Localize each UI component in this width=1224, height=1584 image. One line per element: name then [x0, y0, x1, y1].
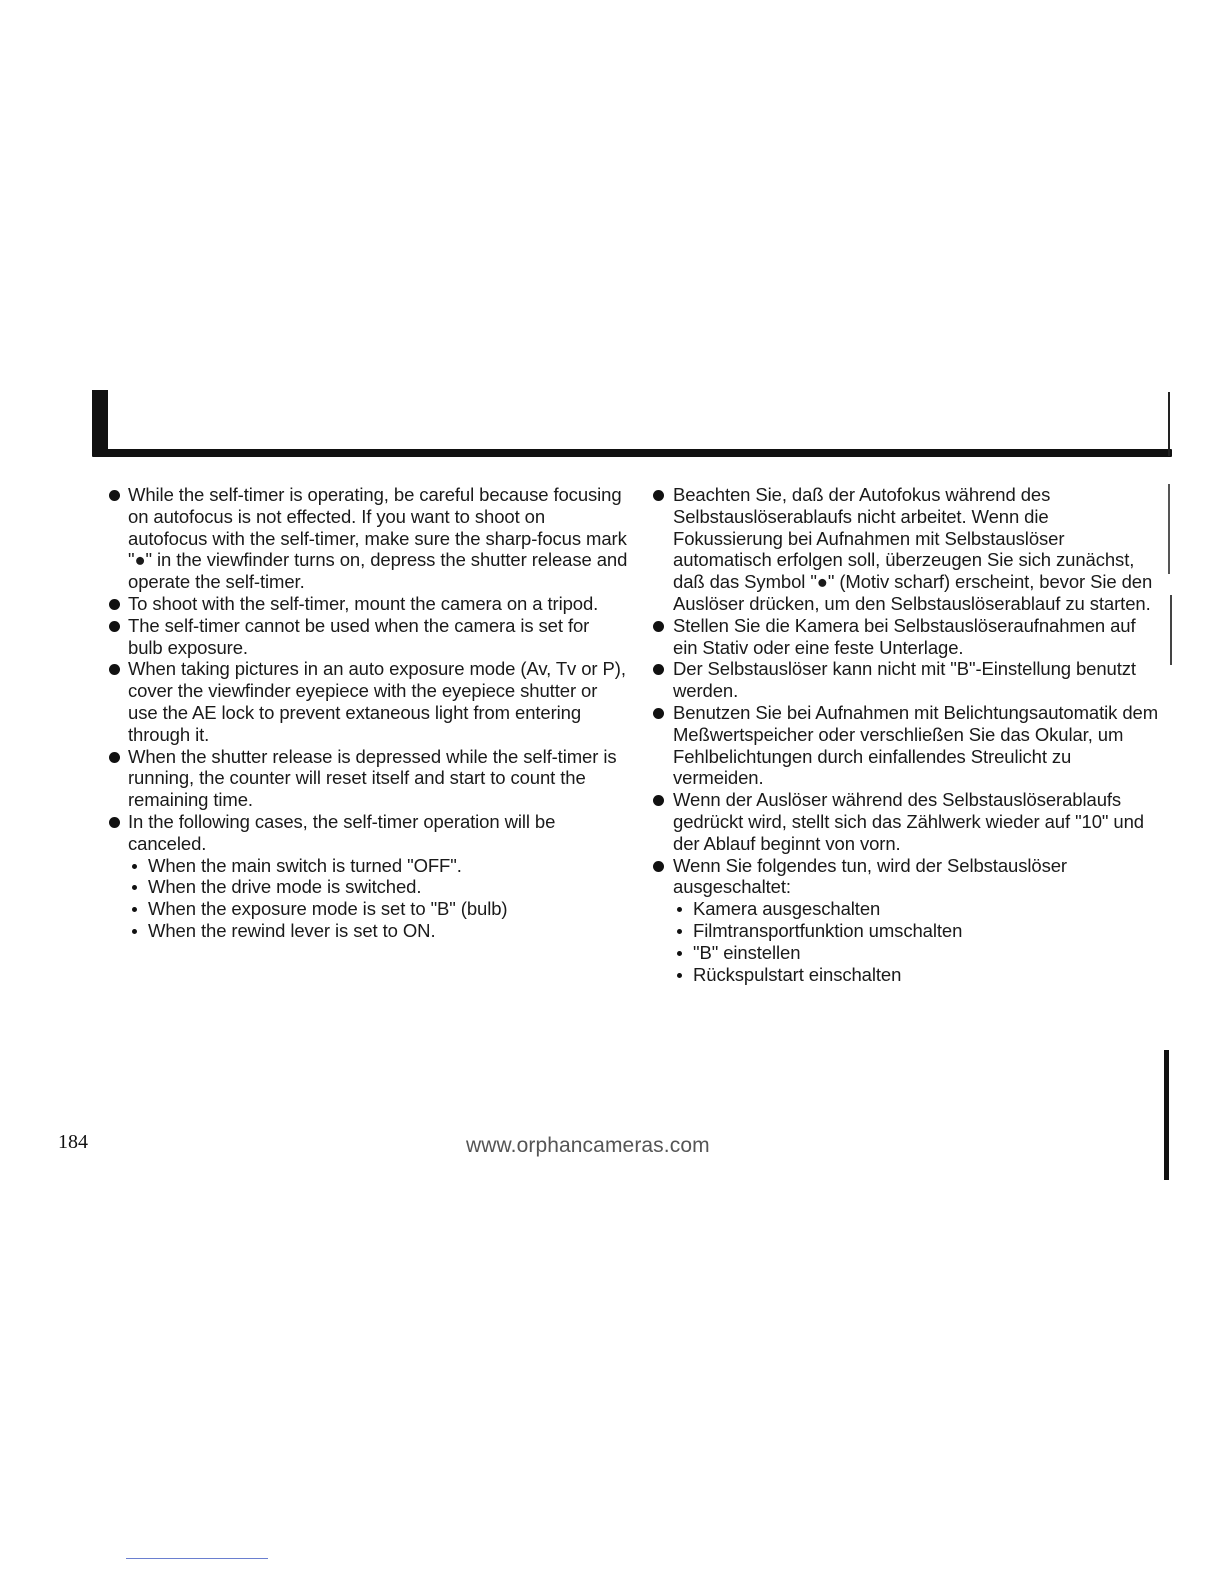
english-column: [108, 484, 628, 942]
english-list-item: [108, 658, 628, 745]
german-list-item: [652, 658, 1162, 702]
bullet-icon: [653, 490, 664, 501]
bullet-icon: [109, 621, 120, 632]
small-bullet-icon: [132, 864, 137, 869]
small-bullet-icon: [677, 907, 682, 912]
bullet-icon: [653, 708, 664, 719]
bullet-icon: [109, 817, 120, 828]
german-column: [652, 484, 1162, 985]
german-list: [652, 484, 1162, 985]
page-number: 184: [58, 1131, 88, 1153]
english-list: [108, 484, 628, 942]
english-sub-list: [128, 855, 628, 942]
english-list-item: [108, 615, 628, 659]
german-sub-item: [673, 920, 1162, 942]
english-list-item: [108, 811, 628, 942]
english-sub-item-text: When the exposure mode is set to "B" (bulb): [148, 898, 508, 920]
german-item-text: Wenn der Auslöser während des Selbstauslöserablaufs gedrückt wird, stellt sich das Zählwerk wieder auf "10" und der Ablauf beginnt von vorn.: [673, 789, 1144, 854]
english-item-text: When the shutter release is depressed while the self-timer is running, the counter will reset itself and start to count the remaining time.: [128, 745, 617, 811]
english-sub-item-text: When the main switch is turned "OFF".: [148, 854, 462, 876]
german-sub-item: [673, 942, 1162, 964]
german-sub-item-text: Kamera ausgeschalten: [693, 898, 881, 920]
bullet-icon: [653, 795, 664, 806]
bullet-icon: [109, 599, 120, 610]
english-item-text: The self-timer cannot be used when the camera is set for bulb exposure.: [128, 614, 590, 658]
german-sub-item-text: Filmtransportfunktion umschalten: [693, 919, 963, 941]
bullet-icon: [109, 490, 120, 501]
german-item-text: Beachten Sie, daß der Autofokus während des Selbstauslöserablaufs nicht arbeitet. Wenn die Fokussierung bei Aufnahmen mit Selbstauslöser automatisch erfolgen soll, überzeugen Sie sich zunächst, daß das Symbol "●" (Motiv scharf) erscheint, bevor Sie den Auslöser drücken, um den Selbstauslöserablauf zu starten.: [673, 484, 1153, 614]
german-list-item: [652, 484, 1162, 615]
english-sub-item: [128, 898, 628, 920]
german-item-text: Benutzen Sie bei Aufnahmen mit Belichtungsautomatik dem Meßwertspeicher oder verschließen Sie das Okular, um Fehlbelichtungen durch einfallendes Streulicht zu vermeiden.: [673, 701, 1159, 789]
german-sub-item: [673, 964, 1162, 986]
small-bullet-icon: [132, 929, 137, 934]
small-bullet-icon: [677, 951, 682, 956]
bullet-icon: [653, 621, 664, 632]
scan-edge-line: [1168, 484, 1170, 574]
english-item-text: When taking pictures in an auto exposure mode (Av, Tv or P), cover the viewfinder eyepiece with the eyepiece shutter or use the AE lock to prevent extaneous light from entering through it.: [128, 658, 626, 745]
english-sub-item: [128, 876, 628, 898]
german-sub-item: [673, 898, 1162, 920]
english-sub-item: [128, 855, 628, 877]
english-list-item: [108, 593, 628, 615]
bullet-icon: [109, 664, 120, 675]
english-item-text: To shoot with the self-timer, mount the camera on a tripod.: [128, 592, 599, 614]
scan-edge-line: [1170, 595, 1172, 665]
german-item-text: Stellen Sie die Kamera bei Selbstauslöseraufnahmen auf ein Stativ oder eine feste Unterlage.: [673, 614, 1136, 658]
header-rule: [92, 449, 1172, 457]
german-item-text: Der Selbstauslöser kann nicht mit "B"-Einstellung benutzt werden.: [673, 658, 1136, 702]
small-bullet-icon: [132, 885, 137, 890]
english-item-text: In the following cases, the self-timer operation will be canceled.: [128, 810, 556, 854]
german-sub-item-text: "B" einstellen: [693, 941, 801, 963]
bullet-icon: [653, 664, 664, 675]
english-sub-item-text: When the rewind lever is set to ON.: [148, 919, 436, 941]
small-bullet-icon: [677, 973, 682, 978]
small-bullet-icon: [677, 929, 682, 934]
german-list-item: [652, 789, 1162, 854]
small-bullet-icon: [132, 907, 137, 912]
bullet-icon: [653, 861, 664, 872]
english-item-text: While the self-timer is operating, be careful because focusing on autofocus is not effected. If you want to shoot on autofocus with the self-timer, make sure the sharp-focus mark "●" in the viewfinder turns on, depress the shutter release and operate the self-timer.: [128, 484, 628, 593]
bullet-icon: [109, 752, 120, 763]
german-sub-item-text: Rückspulstart einschalten: [693, 963, 902, 985]
english-list-item: [108, 746, 628, 811]
scan-edge-line: [1168, 392, 1170, 456]
german-item-text: Wenn Sie folgendes tun, wird der Selbstauslöser ausgeschaltet:: [673, 854, 1067, 898]
english-list-item: [108, 484, 628, 593]
german-list-item: [652, 615, 1162, 659]
german-list-item: [652, 702, 1162, 789]
german-sub-list: [673, 898, 1162, 985]
website-url[interactable]: www.orphancameras.com: [466, 1134, 710, 1157]
link-underline: [126, 1558, 268, 1559]
scan-edge-bar: [1164, 1050, 1169, 1180]
german-list-item: [652, 855, 1162, 986]
english-sub-item: [128, 920, 628, 942]
header-tab-marker: [92, 390, 108, 452]
english-sub-item-text: When the drive mode is switched.: [148, 876, 422, 898]
